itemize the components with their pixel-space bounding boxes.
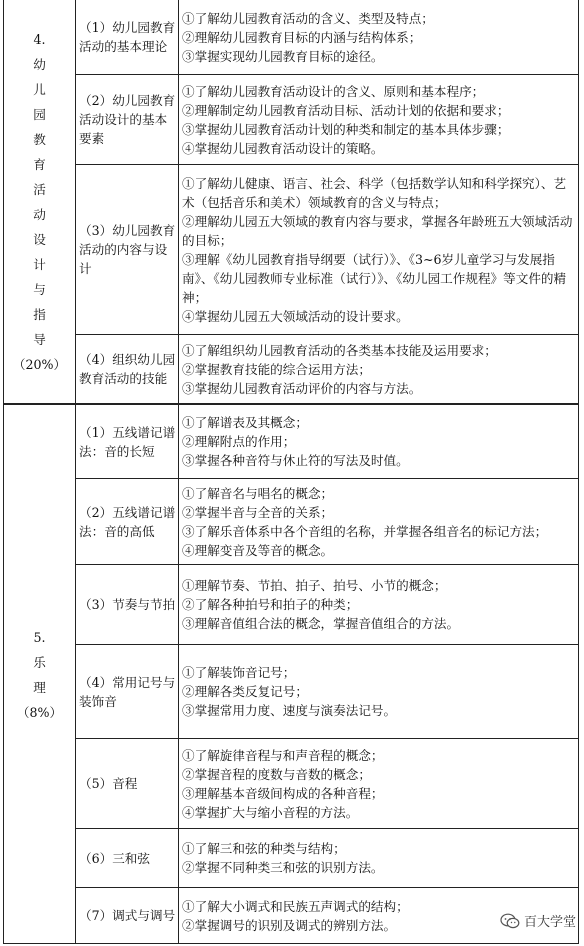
topic-cell: （1）幼儿园教育活动的基本理论 <box>79 20 176 54</box>
requirement-item: ②理解各类反复记号； <box>182 684 308 699</box>
requirement-item: ①理解节奏、节拍、拍子、拍号、小节的概念； <box>182 578 447 593</box>
topic-cell: （6）三和弦 <box>79 850 150 866</box>
requirement-item: ②掌握调号的识别及调式的辨别方法。 <box>182 917 397 933</box>
requirement-item: ②理解制定幼儿园教育活动目标、活动计划的依据和要求； <box>182 102 510 118</box>
section-number: 5. <box>33 629 46 645</box>
requirements-cell <box>179 645 578 738</box>
requirement-item: ④掌握幼儿园五大领域活动的设计要求。 <box>182 308 409 324</box>
section-weight: （8%） <box>16 704 63 720</box>
requirements-cell <box>179 335 578 403</box>
requirement-item: ①了解三和弦的种类与结构； <box>182 841 346 856</box>
requirement-item: ③掌握幼儿园教育活动评价的内容与方法。 <box>182 380 422 396</box>
section-5-category: 5. 乐 理 （8%） <box>4 405 75 943</box>
requirement-item: ①了解幼儿园教育活动的含义、类型及特点； <box>182 10 434 26</box>
requirement-item: ①了解旋律音程与和声音程的概念； <box>182 747 384 763</box>
requirement-item: ②掌握音程的度数与音数的概念； <box>182 766 371 782</box>
requirement-item: ①了解幼儿园教育活动设计的含义、原则和基本程序； <box>182 83 485 99</box>
watermark <box>500 911 576 930</box>
watermark-text: 百大学堂 <box>523 915 576 930</box>
requirements-cell <box>179 405 578 478</box>
requirement-item: ④理解变音及等音的概念。 <box>182 542 334 558</box>
requirements-cell <box>179 165 578 334</box>
requirement-item: ③掌握实现幼儿园教育目标的途径。 <box>182 48 384 64</box>
requirement-item: ①了解装饰音记号； <box>182 665 296 680</box>
requirement-item: ②理解幼儿园教育目标的内涵与结构体系； <box>182 29 422 45</box>
requirement-item: ②掌握教育技能的综合运用方法； <box>182 361 371 377</box>
requirement-item: ②掌握不同种类三和弦的识别方法。 <box>182 860 384 875</box>
requirement-item: ③掌握各种音符与休止符的写法及时值。 <box>182 453 409 468</box>
topic-cell: （7）调式与调号 <box>79 908 176 923</box>
requirements-cell <box>179 75 578 164</box>
topic-cell: （3）节奏与节拍 <box>79 597 176 612</box>
requirement-item: ②掌握半音与全音的关系； <box>182 504 334 520</box>
requirement-item: ④掌握幼儿园教育活动设计的策略。 <box>182 140 384 156</box>
topic-cell: （1）五线谱记谱法：音的长短 <box>79 424 176 459</box>
requirement-item: ④掌握扩大与缩小音程的方法。 <box>182 804 359 820</box>
topic-cell: （4）组织幼儿园教育活动的技能 <box>79 352 176 386</box>
section-4-category: 4. 幼 儿 园 教 育 活 动 设 计 与 指 导 （20%） <box>4 0 75 403</box>
requirements-cell <box>179 0 578 74</box>
topic-cell: （5）音程 <box>79 776 138 791</box>
requirement-item: ①了解幼儿健康、语言、社会、科学（包括数学认知和科学探究）、艺术（包括音乐和美术）领域教育的含义与特点； <box>182 175 567 210</box>
requirements-cell <box>179 479 578 564</box>
requirement-item: ①了解大小调式和民族五声调式的结构； <box>182 898 409 914</box>
topic-cell: （4）常用记号与装饰音 <box>79 674 176 709</box>
wechat-icon <box>500 913 520 929</box>
requirement-item: ③掌握常用力度、速度与演奏法记号。 <box>182 703 397 718</box>
requirement-item: ③理解《幼儿园教育指导纲要（试行）》、《3~6岁儿童学习与发展指南》、《幼儿园教师专业标准（试行）》、《幼儿园工作规程》等文件的精神； <box>182 251 567 305</box>
requirements-cell <box>179 829 578 887</box>
requirement-item: ③理解音值组合法的概念，掌握音值组合的方法。 <box>182 616 460 631</box>
topic-cell: （3）幼儿园教育活动的内容与设计 <box>79 223 176 276</box>
requirements-cell <box>179 739 578 828</box>
requirement-item: ②了解各种拍号和拍子的种类； <box>182 597 359 612</box>
topic-cell: （2）五线谱记谱法：音的高低 <box>79 504 176 539</box>
requirement-item: ①了解组织幼儿园教育活动的各类基本技能及运用要求； <box>182 342 497 358</box>
topic-cell: （2）幼儿园教育活动设计的基本要素 <box>79 93 176 146</box>
requirement-item: ①了解音名与唱名的概念； <box>182 485 334 501</box>
requirement-item: ③理解基本音级间构成的各种音程； <box>182 785 384 801</box>
requirement-item: ①了解谱表及其概念； <box>182 415 308 430</box>
section-weight: （20%） <box>12 357 67 372</box>
requirements-cell <box>179 565 578 644</box>
requirement-item: ②理解附点的作用； <box>182 434 296 449</box>
syllabus-table <box>3 0 579 944</box>
requirement-item: ③了解乐音体系中各个音组的名称，并掌握各组音名的标记方法； <box>182 523 548 539</box>
requirement-item: ②理解幼儿园五大领域的教育内容与要求，掌握各年龄班五大领域活动的目标； <box>182 213 573 248</box>
section-number: 4. <box>33 32 46 47</box>
requirement-item: ③掌握幼儿园教育活动计划的种类和制定的基本具体步骤； <box>182 121 510 137</box>
